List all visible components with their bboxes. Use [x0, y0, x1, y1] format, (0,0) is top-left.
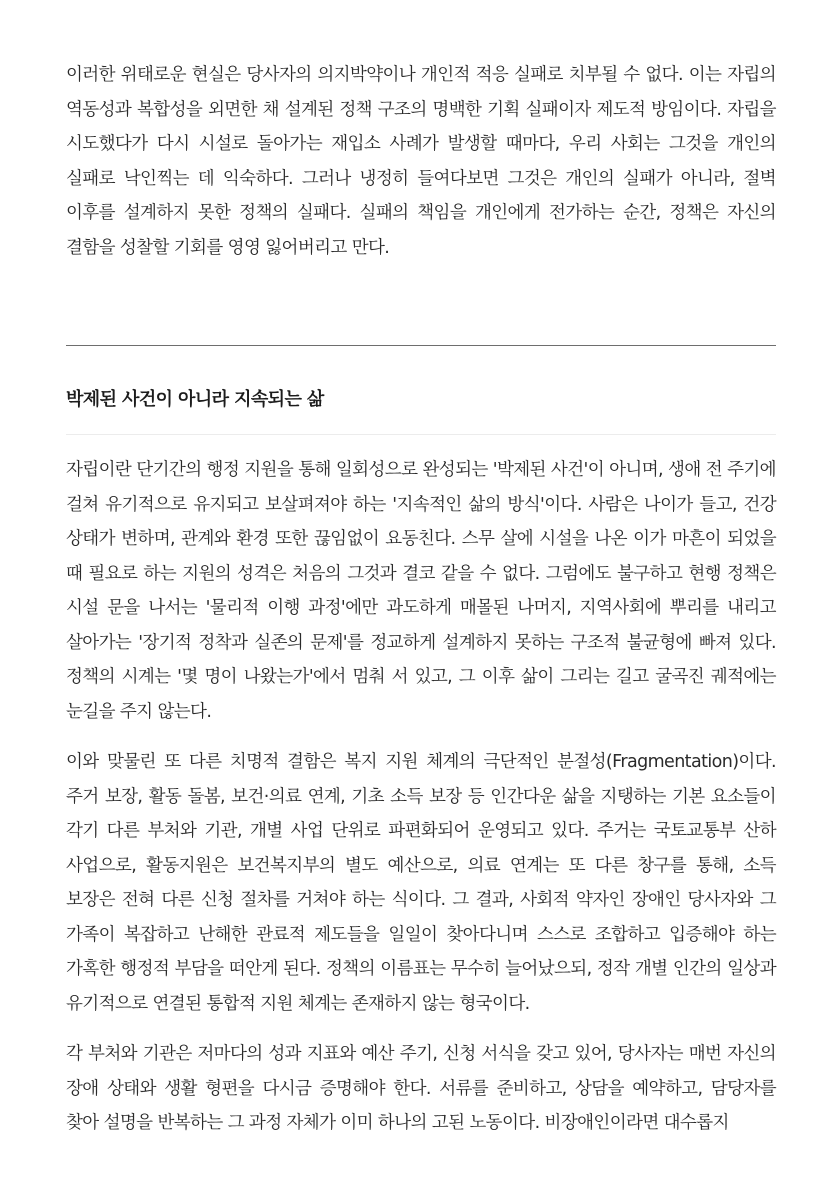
body-paragraph-3: 각 부처와 기관은 저마다의 성과 지표와 예산 주기, 신청 서식을 갖고 있어, 당사자는 매번 자신의 장애 상태와 생활 형편을 다시금 증명해야 한다. 서류를 준비하고, 상담을 예약하고, 담당자를 찾아 설명을 반복하는 그 과정 자체가 이미 하나의 고된 노동이다. 비장애인이라면 대수롭지	[66, 1044, 776, 1133]
title-underline	[66, 434, 776, 435]
section-divider	[66, 345, 776, 346]
body-paragraph-1: 자립이란 단기간의 행정 지원을 통해 일회성으로 완성되는 '박제된 사건'이 아니며, 생애 전 주기에 걸쳐 유기적으로 유지되고 보살펴져야 하는 '지속적인 삶의 방식'이다. 사람은 나이가 들고, 건강 상태가 변하며, 관계와 환경 또한 끊임없이 요동친다. 스무 살에 시설을 나온 이가 마흔이 되었을 때 필요로 하는 지원의 성격은 처음의 그것과 결코 같을 수 없다. 그럼에도 불구하고 현행 정책은 시설 문을 나서는 '물리적 이행 과정'에만 과도하게 매몰된 나머지, 지역사회에 뿌리를 내리고 살아가는 '장기적 정착과 실존의 문제'를 정교하게 설계하지 못하는 구조적 불균형에 빠져 있다. 정책의 시계는 '몇 명이 나왔는가'에서 멈춰 서 있고, 그 이후 삶이 그리는 길고 굴곡진 궤적에는 눈길을 주지 않는다.	[66, 460, 776, 722]
document-page	[66, 58, 776, 1141]
section-title: 박제된 사건이 아니라 지속되는 삶	[66, 389, 324, 410]
intro-paragraph: 이러한 위태로운 현실은 당사자의 의지박약이나 개인적 적응 실패로 치부될 수 없다. 이는 자립의 역동성과 복합성을 외면한 채 설계된 정책 구조의 명백한 기획 실패이자 제도적 방임이다. 자립을 시도했다가 다시 시설로 돌아가는 재입소 사례가 발생할 때마다, 우리 사회는 그것을 개인의 실패로 낙인찍는 데 익숙하다. 그러나 냉정히 들여다보면 그것은 개인의 실패가 아니라, 절벽 이후를 설계하지 못한 정책의 실패다. 실패의 책임을 개인에게 전가하는 순간, 정책은 자신의 결함을 성찰할 기회를 영영 잃어버리고 만다.	[66, 65, 776, 258]
body-paragraph-2: 이와 맞물린 또 다른 치명적 결함은 복지 지원 체계의 극단적인 분절성(Fragmentation)이다. 주거 보장, 활동 돌봄, 보건·의료 연계, 기초 소득 보장 등 인간다운 삶을 지탱하는 기본 요소들이 각기 다른 부처와 기관, 개별 사업 단위로 파편화되어 운영되고 있다. 주거는 국토교통부 산하 사업으로, 활동지원은 보건복지부의 별도 예산으로, 의료 연계는 또 다른 창구를 통해, 소득 보장은 전혀 다른 신청 절차를 거쳐야 하는 식이다. 그 결과, 사회적 약자인 장애인 당사자와 그 가족이 복잡하고 난해한 관료적 제도들을 일일이 찾아다니며 스스로 조합하고 입증해야 하는 가혹한 행정적 부담을 떠안게 된다. 정책의 이름표는 무수히 늘어났으되, 정작 개별 인간의 일상과 유기적으로 연결된 통합적 지원 체계는 존재하지 않는 형국이다.	[66, 752, 776, 1014]
